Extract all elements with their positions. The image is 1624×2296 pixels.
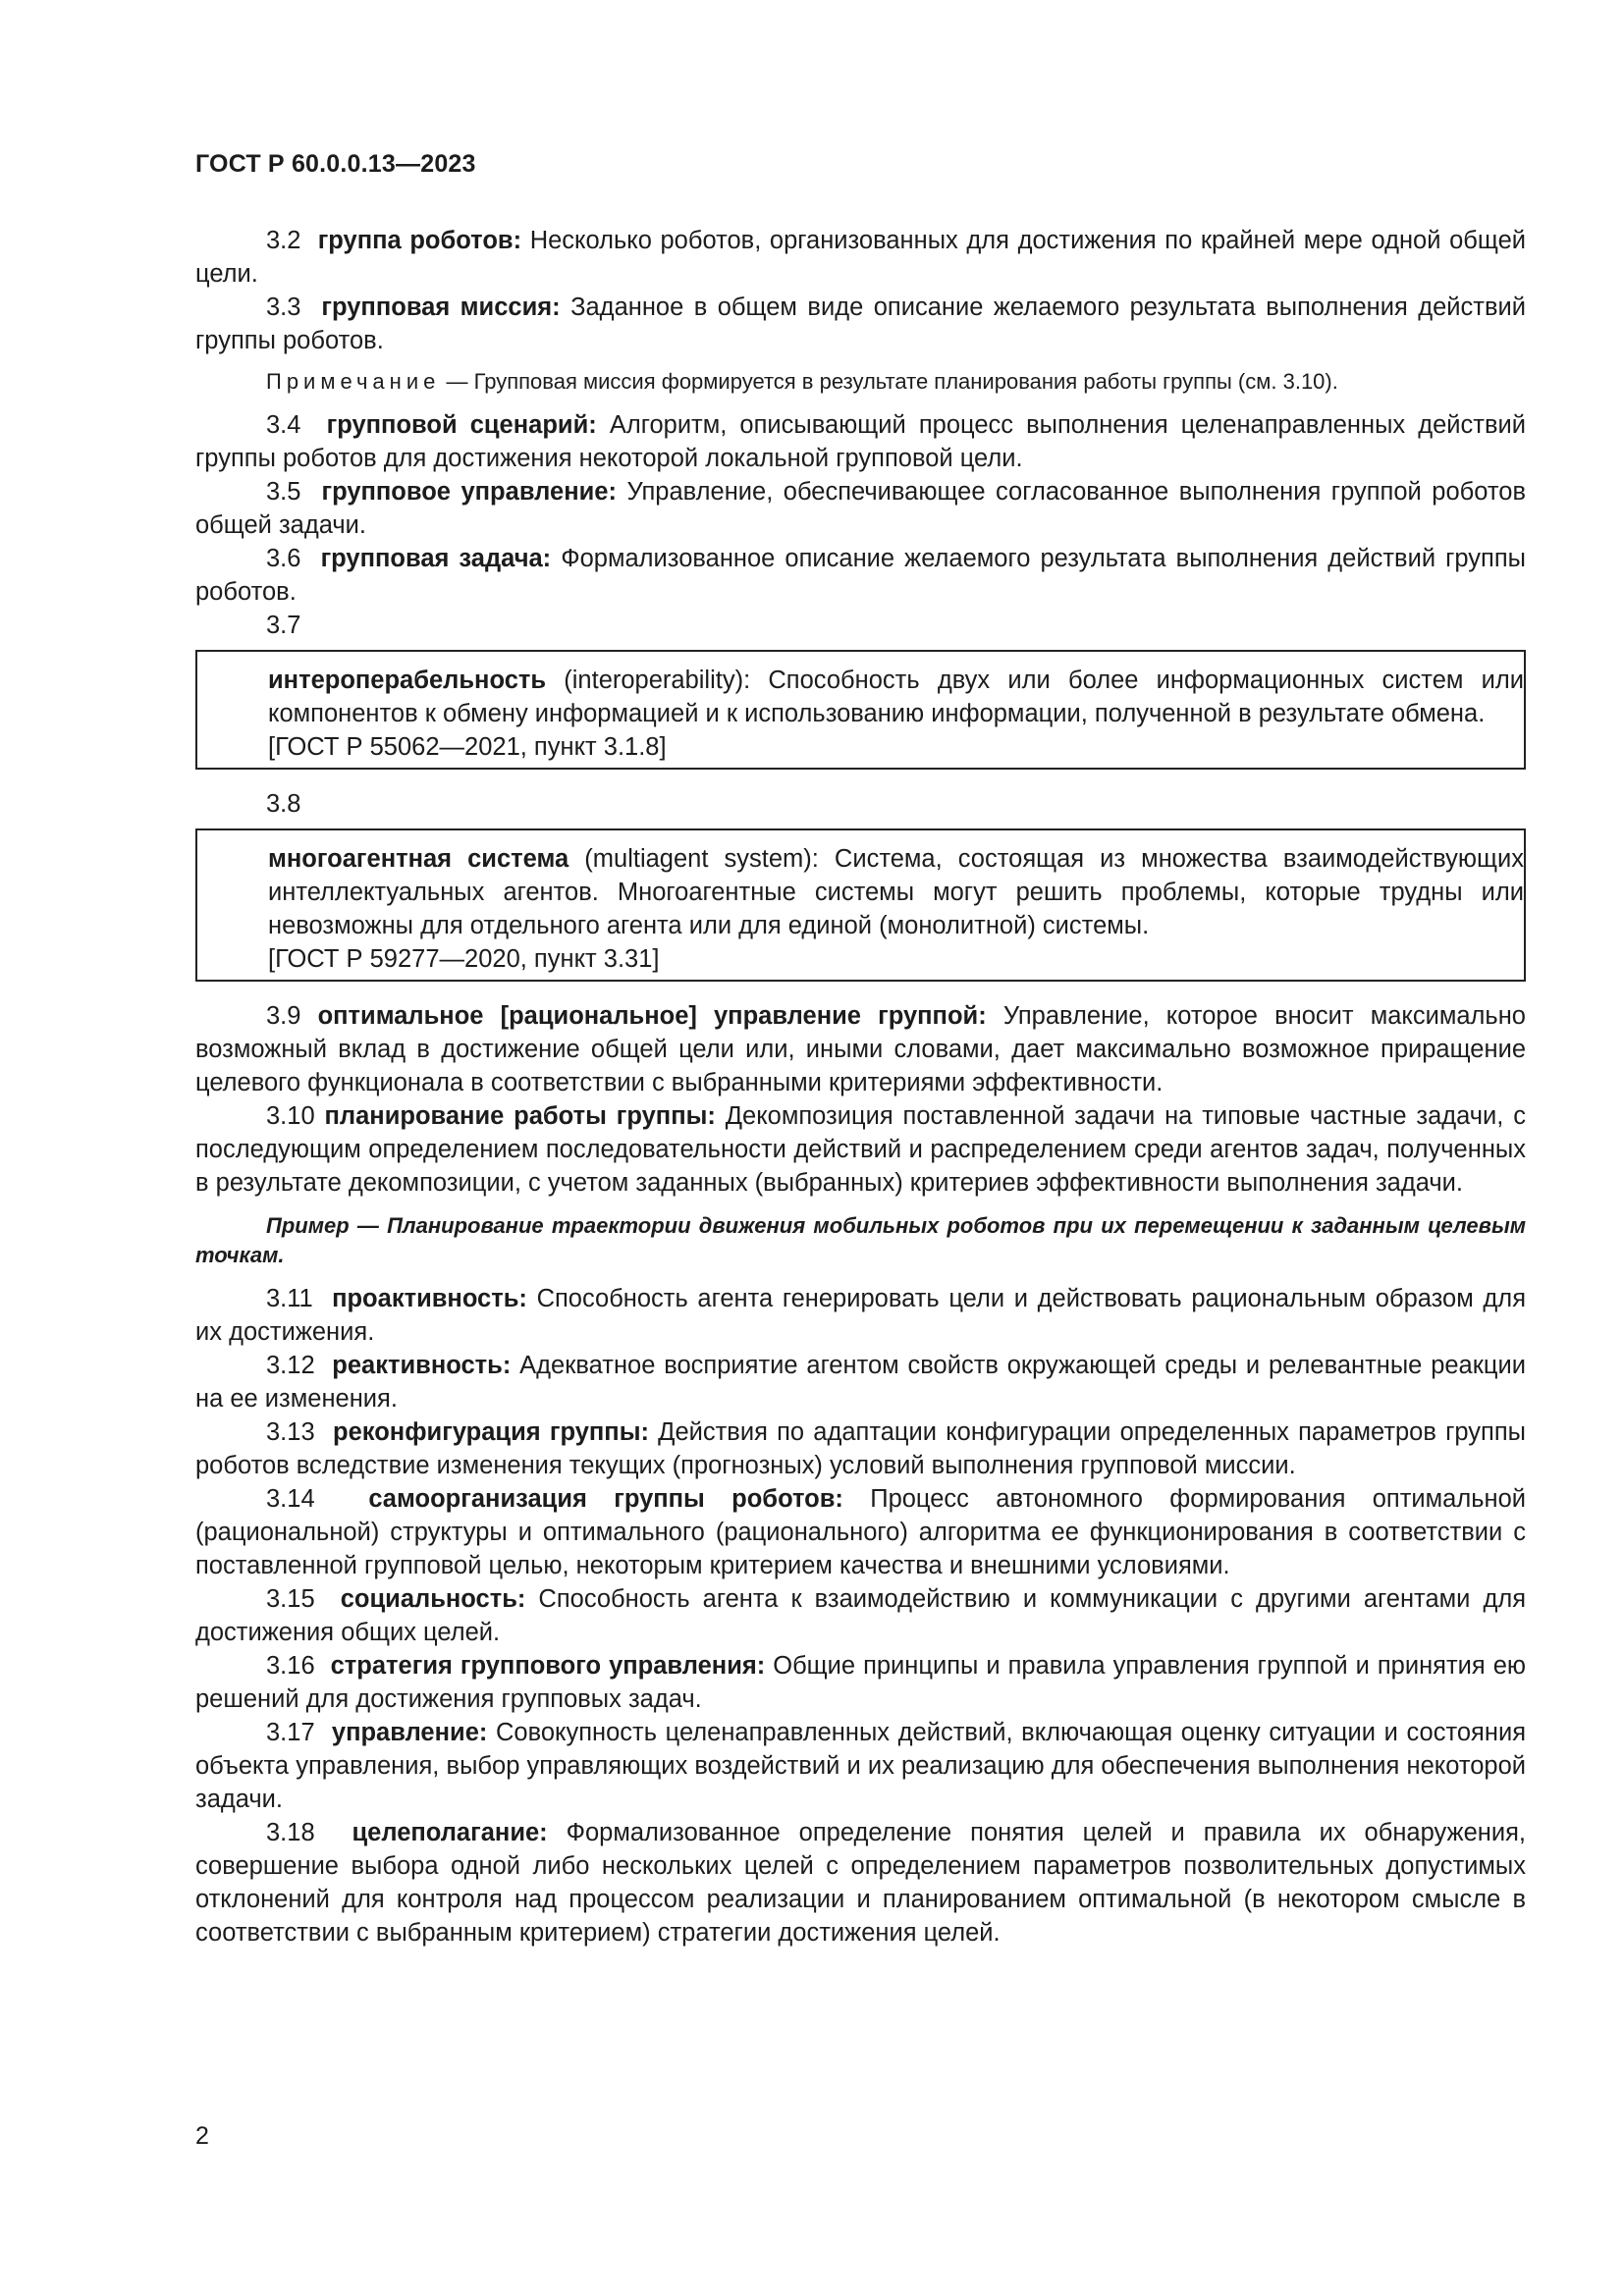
term-definition: Формализованное описание желаемого результата выполнения действий группы роботов. <box>195 545 1526 606</box>
term-3-17 <box>195 1716 1526 1816</box>
term-name: интероперабельность <box>268 667 547 694</box>
term-definition: Способность агента генерировать цели и действовать рациональным образом для их достижения. <box>195 1285 1526 1346</box>
term-3-15 <box>195 1582 1526 1649</box>
document-header: ГОСТ Р 60.0.0.13—2023 <box>195 150 476 178</box>
note-label: Примечание <box>266 369 441 394</box>
term-number: 3.18 <box>266 1819 315 1846</box>
term-3-12 <box>195 1349 1526 1415</box>
term-definition: Управление, которое вносит максимально возможный вклад в достижение общей цели или, иными словами, дает максимально возможное приращение целевого функционала в соответствии с выбранными критериями эффективности. <box>195 1002 1526 1096</box>
term-name: групповая задача: <box>320 545 552 572</box>
term-number: 3.16 <box>266 1652 315 1680</box>
term-3-10 <box>195 1099 1526 1200</box>
term-number: 3.6 <box>266 545 301 572</box>
term-3-7-number: 3.7 <box>266 612 301 639</box>
document-body <box>195 224 1526 1949</box>
term-definition: Способность агента к взаимодействию и коммуникации с другими агентами для достижения общих целей. <box>195 1585 1527 1646</box>
term-reference: [ГОСТ Р 55062—2021, пункт 3.1.8] <box>268 733 667 761</box>
term-3-13 <box>195 1415 1526 1482</box>
term-3-2 <box>195 224 1526 291</box>
term-name: реконфигурация группы: <box>333 1418 649 1446</box>
term-number: 3.17 <box>266 1719 315 1746</box>
term-name: групповой сценарий: <box>326 411 597 439</box>
term-definition: Управление, обеспечивающее согласованное выполнения группой роботов общей задачи. <box>195 478 1526 539</box>
term-name: проактивность: <box>332 1285 527 1312</box>
term-definition: Алгоритм, описывающий процесс выполнения целенаправленных действий группы роботов для достижения некоторой локальной групповой цели. <box>195 411 1526 472</box>
term-3-3 <box>195 291 1526 357</box>
term-definition: Формализованное определение понятия целей и правила их обнаружения, совершение выбора одной либо нескольких целей с определением параметров позволительных допустимых отклонений для контроля над процессом реализации и планированием оптимальной (в некотором смысле в соответствии с выбранным критерием) стратегии достижения целей. <box>195 1819 1526 1947</box>
example-3-10: Пример — Планирование траектории движения мобильных роботов при их перемещении к заданным целевым точкам. <box>195 1213 1526 1267</box>
term-name: групповая миссия: <box>321 294 561 321</box>
term-definition: Заданное в общем виде описание желаемого результата выполнения действий группы роботов. <box>195 294 1527 354</box>
term-definition: (interoperability): Способность двух или более информационных систем или компонентов к обмену информацией и к использованию информации, полученной в результате обмена. <box>268 667 1524 727</box>
term-name: стратегия группового управления: <box>330 1652 766 1680</box>
term-3-11 <box>195 1282 1526 1349</box>
page-number: 2 <box>195 2122 209 2150</box>
term-definition: Несколько роботов, организованных для достижения по крайней мере одной общей цели. <box>195 227 1527 288</box>
term-name: групповое управление: <box>321 478 617 506</box>
term-number: 3.14 <box>266 1485 315 1513</box>
term-name: оптимальное [рациональное] управление группой: <box>317 1002 987 1030</box>
term-definition: Общие принципы и правила управления группой и принятия ею решений для достижения групповых задач. <box>195 1652 1527 1713</box>
term-name: планирование работы группы: <box>324 1102 716 1130</box>
term-3-14 <box>195 1482 1526 1582</box>
term-3-5 <box>195 475 1526 542</box>
boxed-term-body <box>268 842 1524 942</box>
term-3-6 <box>195 542 1526 609</box>
term-number: 3.2 <box>266 227 301 254</box>
term-3-16 <box>195 1649 1526 1716</box>
term-name: управление: <box>331 1719 488 1746</box>
boxed-term-3-7 <box>195 650 1526 770</box>
term-definition: Декомпозиция поставленной задачи на типовые частные задачи, с последующим определением последовательности действий и распределением среди агентов задач, полученных в результате декомпозиции, с учетом заданных (выбранных) критериев эффективности выполнения задачи. <box>195 1102 1526 1197</box>
term-reference: [ГОСТ Р 59277—2020, пункт 3.31] <box>268 945 660 973</box>
term-definition: Адекватное восприятие агентом свойств окружающей среды и релевантные реакции на ее изменения. <box>195 1352 1526 1413</box>
term-number: 3.11 <box>266 1285 313 1312</box>
term-name: многоагентная система <box>268 845 569 873</box>
boxed-term-body <box>268 664 1524 730</box>
term-name: социальность: <box>340 1585 526 1613</box>
term-number: 3.15 <box>266 1585 315 1613</box>
term-3-18 <box>195 1816 1526 1949</box>
term-definition: Совокупность целенаправленных действий, включающая оценку ситуации и состояния объекта управления, выбор управляющих воздействий и их реализацию для обеспечения выполнения некоторой задачи. <box>195 1719 1527 1813</box>
term-name: реактивность: <box>332 1352 512 1379</box>
term-name: целеполагание: <box>352 1819 548 1846</box>
term-number: 3.12 <box>266 1352 315 1379</box>
note-3-3 <box>195 367 1526 397</box>
term-number: 3.9 <box>266 1002 301 1030</box>
term-name: самоорганизация группы роботов: <box>368 1485 843 1513</box>
term-number: 3.3 <box>266 294 301 321</box>
term-number: 3.4 <box>266 411 301 439</box>
boxed-term-3-8 <box>195 828 1526 982</box>
term-3-9 <box>195 999 1526 1099</box>
term-name: группа роботов: <box>317 227 522 254</box>
term-3-4 <box>195 408 1526 475</box>
term-number: 3.10 <box>266 1102 315 1130</box>
note-text: — Групповая миссия формируется в результате планирования работы группы (см. 3.10). <box>440 369 1338 394</box>
term-3-8-number: 3.8 <box>266 790 301 818</box>
term-definition: Действия по адаптации конфигурации определенных параметров группы роботов вследствие изменения текущих (прогнозных) условий выполнения групповой миссии. <box>195 1418 1526 1479</box>
term-definition: Процесс автономного формирования оптимальной (рациональной) структуры и оптимального (рационального) алгоритма ее функционирования в соответствии с поставленной групповой целью, некоторым критерием качества и внешними условиями. <box>195 1485 1526 1579</box>
term-definition: (multiagent system): Система, состоящая из множества взаимодействующих интеллектуальных агентов. Многоагентные системы могут решить проблемы, которые трудны или невозможны для отдельного агента или для единой (монолитной) системы. <box>268 845 1524 939</box>
term-number: 3.5 <box>266 478 301 506</box>
term-number: 3.13 <box>266 1418 315 1446</box>
